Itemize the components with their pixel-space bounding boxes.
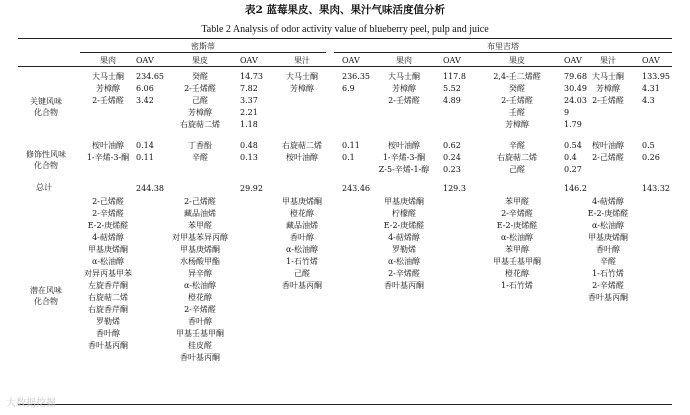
compound-name: 癸醛 [192,72,208,81]
compound-name: 2-辛烯醛 [592,281,624,290]
compound-name: 甲基庚烯酮 [588,233,628,242]
compound-name: 罗勒烯 [392,245,416,254]
g1_peel-key-oav [240,71,263,131]
compound-name: 橙花醇 [505,269,529,278]
compound-name: 桉叶油醇 [92,141,124,150]
row-label-mod-1: 修饰性风味 [26,150,66,159]
compound-name: 芳樟醇 [188,108,212,117]
compound-name: 芳樟醇 [96,84,120,93]
compound-name: 对甲基苯异丙醇 [172,233,228,242]
compound-name: 香叶醇 [96,329,120,338]
compound-name: E-2-庚烯醛 [587,209,629,218]
total-oav-value: 244.38 [136,184,164,193]
oav-value: 4.3 [642,96,655,105]
compound-name: 辛醛 [509,141,525,150]
compound-name: 芳樟醇 [290,84,314,93]
compound-name: 1-石竹烯 [592,269,624,278]
oav-value: 0.23 [443,165,461,174]
compound-name: 藏品油烯 [286,221,318,230]
group-header-brigitta: 布里吉塔 [487,42,519,51]
compound-name: 2-辛烯醛 [92,209,124,218]
g2_pulp-key-compounds [374,71,434,107]
g2_juice-key-oav [642,71,670,107]
compound-name: 大马士酮 [388,72,420,81]
g1_juice-total [342,183,370,195]
compound-name: 癸醛 [509,84,525,93]
total-oav-value: 29.92 [240,184,263,193]
oav-value: 3.37 [240,96,258,105]
compound-name: 橙花醇 [290,209,314,218]
compound-name: 甲基庚烯酮 [282,197,322,206]
oav-value: 6.9 [342,84,355,93]
g2_pulp-mod-oav [443,140,461,176]
g1_juice-mod-oav [342,140,360,164]
oav-value: 0.4 [564,153,577,162]
compound-name: 芳樟醇 [596,84,620,93]
compound-name: 己醛 [192,96,208,105]
group2-underline [334,52,672,53]
g2_peel-potential-compounds [472,196,562,292]
compound-name: 桉叶油醇 [286,153,318,162]
g2_juice-mod-compounds [578,140,638,164]
oav-value: 0.14 [136,141,154,150]
compound-name: 藏品油烯 [184,209,216,218]
oav-value: 133.95 [642,72,670,81]
top-rule [18,38,672,39]
row-label-potential-2: 化合物 [34,297,58,306]
oav-value: 2.21 [240,108,258,117]
compound-name: Z-5-辛烯-1-醇 [378,165,430,174]
row-label-mod-2: 化合物 [34,161,58,170]
table-title-cn: 表2 蓝莓果皮、果肉、果汁气味活度值分析 [245,4,445,16]
col-header-g1-juice-oav: OAV [342,56,360,65]
oav-value: 236.35 [342,72,370,81]
compound-name: 壬醛 [509,108,525,117]
oav-value: 0.1 [342,153,355,162]
compound-name: α-松油醇 [285,245,319,254]
total-oav-value: 243.46 [342,184,370,193]
compound-name: 4-萜烯醇 [92,233,124,242]
watermark: 大数据挖掘 [6,398,56,409]
compound-name: 甲基壬基甲酮 [176,329,224,338]
total-oav-value: 129.3 [443,184,466,193]
g1_peel-key-compounds [168,71,232,131]
oav-value: 30.49 [564,84,587,93]
col-header-g2-peel-oav: OAV [564,56,582,65]
compound-name: 2-壬烯醛 [388,96,420,105]
table-title-en: Table 2 Analysis of odor activity value of blueberry peel, pulp and juice [201,24,489,35]
compound-name: 2-壬烯醛 [92,96,124,105]
compound-name: 异辛醇 [188,269,212,278]
compound-name: 大马士酮 [592,72,624,81]
oav-value: 0.27 [564,165,582,174]
compound-name: 2,4-壬二烯醛 [493,72,541,81]
compound-name: 2-辛烯醛 [184,305,216,314]
compound-name: 右旋萜二烯 [180,120,220,129]
compound-name: 1-辛烯-3-酮 [382,153,426,162]
compound-name: 2-壬烯醛 [592,96,624,105]
compound-name: 香叶醇 [596,245,620,254]
compound-name: α-松油醇 [591,221,625,230]
compound-name: 香叶基丙酮 [384,281,424,290]
compound-name: 甲基壬基甲酮 [493,257,541,266]
compound-name: 丁香酚 [188,141,212,150]
col-header-g2-peel: 果皮 [509,56,525,65]
compound-name: 1-石竹烯 [286,257,318,266]
group1-underline [80,52,326,53]
g2_pulp-potential-compounds [370,196,438,292]
compound-name: 香叶醇 [290,233,314,242]
compound-name: E-2-庚烯醛 [496,221,538,230]
oav-value: 14.73 [240,72,263,81]
g1_juice-key-compounds [276,71,328,95]
g1_juice-mod-compounds [276,140,328,164]
compound-name: 4-萜烯醇 [388,233,420,242]
compound-name: 己醛 [509,165,525,174]
oav-value: 1.18 [240,120,258,129]
col-header-g1-pulp-oav: OAV [136,56,154,65]
g2_peel-key-compounds [476,71,558,131]
compound-name: 2-辛烯醛 [388,269,420,278]
g1_juice-key-oav [342,71,370,95]
col-header-g2-juice: 果汁 [600,56,616,65]
compound-name: 2-己烯醛 [92,197,124,206]
oav-value: 5.52 [443,84,461,93]
compound-name: 左旋香芹酮 [88,281,128,290]
compound-name: 大马士酮 [286,72,318,81]
g1_peel-mod-oav [240,140,258,164]
compound-name: 2-辛烯醛 [501,209,533,218]
g1_pulp-total [136,183,164,195]
oav-value: 4.89 [443,96,461,105]
header-rule [18,66,672,67]
col-header-g2-juice-oav: OAV [642,56,660,65]
g2_juice-total [642,183,670,195]
compound-name: 苯甲醛 [188,221,212,230]
g1_peel-mod-compounds [168,140,232,164]
compound-name: 2-壬烯醛 [184,84,216,93]
oav-value: 0.5 [642,141,655,150]
oav-value: 0.11 [342,141,360,150]
compound-name: 甲基庚烯酮 [88,245,128,254]
col-header-g2-pulp-oav: OAV [443,56,461,65]
g2_juice-potential-compounds [574,196,642,304]
compound-name: 1-石竹烯 [501,281,533,290]
oav-value: 0.48 [240,141,258,150]
g2_peel-total [564,183,587,195]
compound-name: 甲基庚烯酮 [180,245,220,254]
compound-name: 香叶基丙酮 [180,353,220,362]
compound-name: 大马士酮 [92,72,124,81]
compound-name: 辛醛 [600,257,616,266]
row-label-key-2: 化合物 [34,108,58,117]
g2_juice-mod-oav [642,140,660,164]
compound-name: 香叶基丙酮 [282,281,322,290]
compound-name: 香叶醇 [188,317,212,326]
compound-name: 辛醛 [192,153,208,162]
oav-value: 1.79 [564,120,582,129]
oav-value: 0.24 [443,153,461,162]
compound-name: 4-萜烯醇 [592,197,624,206]
compound-name: 芳樟醇 [505,120,529,129]
col-header-g1-peel: 果皮 [192,56,208,65]
compound-name: 罗勒烯 [96,317,120,326]
compound-name: α-松油醇 [91,257,125,266]
total-oav-value: 146.2 [564,184,587,193]
oav-value: 0.11 [136,153,154,162]
g2_pulp-mod-compounds [374,140,434,176]
compound-name: 桂皮醛 [188,341,212,350]
g2_pulp-key-oav [443,71,466,107]
compound-name: 1-辛烯-3-酮 [86,153,130,162]
col-header-g1-pulp: 果肉 [100,56,116,65]
group-header-mistee: 密斯蒂 [191,42,215,51]
g1_juice-potential-compounds [272,196,332,292]
compound-name: 橙花醇 [188,293,212,302]
oav-value: 7.82 [240,84,258,93]
compound-name: 苯甲醛 [505,197,529,206]
compound-name: 苯甲醇 [505,245,529,254]
oav-value: 0.26 [642,153,660,162]
g1_pulp-mod-oav [136,140,154,164]
row-label-key-1: 关键风味 [30,97,62,106]
compound-name: E-2-庚烯醛 [87,221,129,230]
compound-name: 右旋萜二烯 [497,153,537,162]
compound-name: 香叶基丙酮 [588,293,628,302]
g2_pulp-total [443,183,466,195]
col-header-g1-juice: 果汁 [294,56,310,65]
compound-name: 香叶基丙酮 [88,341,128,350]
oav-value: 0.13 [240,153,258,162]
g1_peel-total [240,183,263,195]
compound-name: 柠檬醛 [392,209,416,218]
compound-name: α-松油醇 [500,233,534,242]
oav-value: 117.8 [443,72,466,81]
row-label-potential-1: 潜在风味 [30,286,62,295]
g1_pulp-potential-compounds [76,196,140,352]
g1_peel-potential-compounds [164,196,236,364]
col-header-g2-pulp: 果肉 [396,56,412,65]
oav-value: 9 [564,108,570,117]
total-oav-value: 143.32 [642,184,670,193]
compound-name: 右旋香芹酮 [88,305,128,314]
oav-value: 24.03 [564,96,587,105]
oav-value: 4.31 [642,84,660,93]
oav-value: 234.65 [136,72,164,81]
compound-name: 右旋萜二烯 [88,293,128,302]
g1_pulp-mod-compounds [80,140,136,164]
compound-name: 芳樟醇 [392,84,416,93]
compound-name: 右旋萜二烯 [282,141,322,150]
g2_juice-key-compounds [578,71,638,107]
row-label-total: 总计 [36,183,52,192]
oav-value: 6.06 [136,84,154,93]
compound-name: 己醛 [294,269,310,278]
compound-name: 2-己烯醛 [592,153,624,162]
oav-value: 79.68 [564,72,587,81]
g1_pulp-key-compounds [80,71,136,107]
g2_peel-mod-compounds [476,140,558,176]
compound-name: E-2-庚烯醛 [383,221,425,230]
compound-name: 水杨酸甲酯 [180,257,220,266]
oav-value: 0.62 [443,141,461,150]
g1_pulp-key-oav [136,71,164,107]
compound-name: 甲基庚烯酮 [384,197,424,206]
compound-name: α-松油醇 [183,281,217,290]
compound-name: 2-己烯醛 [184,197,216,206]
compound-name: 对异丙基甲苯 [84,269,132,278]
compound-name: 桉叶油醇 [388,141,420,150]
oav-value: 3.42 [136,96,154,105]
compound-name: 桉叶油醇 [592,141,624,150]
compound-name: α-松油醇 [387,257,421,266]
bottom-rule [18,404,672,405]
oav-value: 0.54 [564,141,582,150]
col-header-g1-peel-oav: OAV [240,56,258,65]
compound-name: 2-壬烯醛 [501,96,533,105]
